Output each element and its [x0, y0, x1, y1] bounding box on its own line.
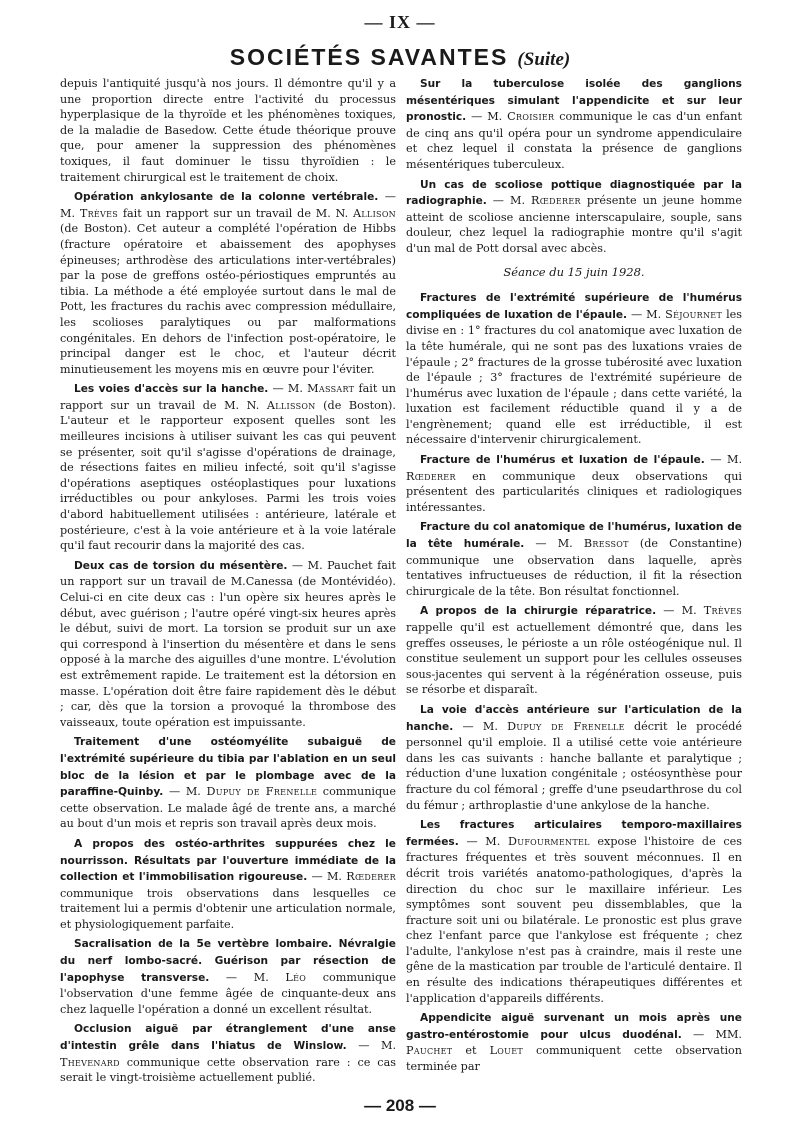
paragraph: Les fractures articulaires temporo-maxillaires fermées. — M. Dufourmentel expose l'histoire de ces fractures fréquentes et très souvent méconnues. Il en décrit trois variétés anatomo-pathologiques, d'après la direction du choc sur le maxillaire inférieur. Les symptômes sont souvent peu dissemblables, que la fracture soit uni ou bilatérale. Le pronostic est plus grave chez l'enfant parce que l'ankylose est fréquente ; chez l'adulte, l'ankylose n'est pas à craindre, mais il reste une gêne de la mastication par trouble de l'articulé dentaire. Il en résulte des indications thérapeutiques différentes et l'application d'appareils différents. [406, 819, 742, 1005]
paragraph: Fracture du col anatomique de l'humérus, luxation de la tête humérale. — M. Bressot (de Constantine) communique une observation dans laquelle, après tentatives infructueuses de réduction, il fit la résection chirurgicale de la tête. Bon résultat fonctionnel. [406, 521, 742, 598]
author-name: Rœderer [346, 870, 396, 884]
author-name: Dupuy de Frenelle [206, 785, 318, 799]
paragraph: Appendicite aiguë survenant un mois après une gastro-entérostomie pour ulcus duodénal. — MM. Pauchet et Louet communiquent cette observation terminée par [406, 1012, 742, 1074]
paragraph-heading: Fracture du col anatomique de l'humérus, luxation de la tête humérale. [406, 521, 742, 551]
paragraph: depuis l'antiquité jusqu'à nos jours. Il démontre qu'il y a une proportion directe entre l'activité du processus hyperplasique de la thyroïde et les phénomènes toxiques, de la maladie de Basedow. Cette étude théorique prouve que, pour amener la suppression des phénomènes toxiques, il faut dominuer le tissu thyroïdien : le traitement chirurgical est le traitement de choix. [60, 77, 396, 184]
author-name: Rœderer [406, 469, 456, 483]
paragraph-heading: Occlusion aiguë par étranglement d'une anse d'intestin grêle dans l'hiatus de Winslow. [60, 1023, 396, 1053]
paragraph-heading: Appendicite aiguë survenant un mois après une gastro-entérostomie pour ulcus duodénal. [406, 1012, 742, 1041]
paragraph-heading: La voie d'accès antérieure sur l'articulation de la hanche. [406, 703, 742, 733]
author-name: Thevenard [60, 1055, 120, 1069]
author-name: Croisier [507, 110, 555, 124]
section-title-suite: (Suite) [517, 49, 571, 70]
author-name: Dupuy de Frenelle [507, 719, 625, 733]
paragraph-heading: Traitement d'une ostéomyélite subaiguë de l'extrémité supérieure du tibia par l'ablation en un seul bloc de la lésion et par le plombage avec de la paraffine-Quinby. [60, 736, 396, 799]
right-column [406, 76, 742, 1090]
paragraph: La voie d'accès antérieure sur l'articulation de la hanche. — M. Dupuy de Frenelle décrit le procédé personnel qu'il emploie. Il a utilisé cette voie antérieure dans les cas suivants : hanche ballante et paralytique ; réduction d'une luxation congénitale ; ostéosynthèse pour fracture du col fémoral ; greffe d'une pseudarthrose du col du fémur ; arthroplastie d'une ankylose de la hanche. [406, 703, 742, 812]
paragraph: Opération ankylosante de la colonne vertébrale. — M. Trèves fait un rapport sur un travail de M. N. Allison (de Boston). Cet auteur a complété l'opération de Hibbs (fracture opératoire et abaissement des apophyses épineuses; arthrodèse des articulations inter-vertébrales) par la pose de greffons ostéo-périostiques empruntés au tibia. La méthode a été employée surtout dans le mal de Pott, les fractures du rachis avec compression médullaire, les scolioses paralytiques ou par malformations congénitales. En dehors de l'infection post-opératoire, le principal danger est le choc, et l'auteur décrit minutieusement les moyens mis en œuvre pour l'éviter. [60, 190, 396, 376]
author-name: Bressot [583, 537, 629, 551]
section-title [0, 44, 800, 71]
paragraph-heading: Les voies d'accès sur la hanche. [74, 383, 269, 396]
paragraph: A propos des ostéo-arthrites suppurées chez le nourrisson. Résultats par l'ouverture immédiate de la collection et l'immobilisation rigoureuse. — M. Rœderer communique trois observations dans lesquelles ce traitement lui a permis d'obtenir une articulation normale, et physiologiquement parfaite. [60, 837, 396, 931]
paragraph-heading: Sur la tuberculose isolée des ganglions mésentériques simulant l'appendicite et sur leur pronostic. [406, 78, 742, 124]
page-number: — 208 — [364, 1096, 436, 1115]
paragraph: Sur la tuberculose isolée des ganglions mésentériques simulant l'appendicite et sur leur pronostic. — M. Croisier communique le cas d'un enfant de cinq ans qu'il opéra pour un syndrome appendiculaire et chez lequel il constata la présence de ganglions mésentériques tuberculeux. [406, 78, 742, 171]
paragraph-heading: Fracture de l'humérus et luxation de l'épaule. [420, 454, 705, 467]
paragraph: Fracture de l'humérus et luxation de l'épaule. — M. Rœderer en communique deux observations qui présentent des particularités cliniques et radiologiques intéressantes. [406, 453, 742, 514]
paragraph: Traitement d'une ostéomyélite subaiguë de l'extrémité supérieure du tibia par l'ablation en un seul bloc de la lésion et par le plombage avec de la paraffine-Quinby. — M. Dupuy de Frenelle communique cette observation. Le malade âgé de trente ans, a marché au bout d'un mois et repris son travail après deux mois. [60, 736, 396, 831]
author-name: Rœderer [531, 194, 581, 208]
author-name: Séjournet [665, 307, 723, 321]
left-column [60, 76, 396, 1090]
paragraph-heading: A propos des ostéo-arthrites suppurées chez le nourrisson. Résultats par l'ouverture immédiate de la collection et l'immobilisation rigoureuse. [60, 837, 396, 884]
author-name: Allisson [266, 398, 316, 412]
section-title-main: SOCIÉTÉS SAVANTES [229, 44, 509, 70]
paragraph: Les voies d'accès sur la hanche. — M. Massart fait un rapport sur un travail de M. N. Allisson (de Boston). L'auteur et le rapporteur exposent quelles sont les meilleures incisions à utiliser suivant les cas qui peuvent se présenter, soit qu'il s'agisse d'opérations de drainage, de résections faites en milieu infecté, soit qu'il s'agisse d'opérations aseptiques ostéoplastiques pour luxations irréductibles ou pour ankyloses. Parmi les trois voies d'abord habituellement utilisées : antérieure, latérale et postérieure, c'est à la voie antérieure et à la voie latérale qu'il faut recourir dans la majorité des cas. [60, 382, 396, 553]
author-name: Trèves [703, 604, 742, 618]
paragraph: Fractures de l'extrémité supérieure de l'humérus compliquées de luxation de l'épaule. — M. Séjournet les divise en : 1° fractures du col anatomique avec luxation de la tête humérale, qui ne sont pas des luxations vraies de l'épaule ; 2° fractures de la grosse tubérosité avec luxation de l'épaule ; 3° fractures de l'extrémité supérieure de l'humérus avec luxation de l'épaule ; dans cette variété, la luxation est facilement réductible quand il y a de l'engrènement; quand elle est irréductible, il est nécessaire d'intervenir chirurgicalement. [406, 292, 742, 447]
author-name: Massart [307, 382, 355, 396]
paragraph-heading: Fractures de l'extrémité supérieure de l'humérus compliquées de luxation de l'épaule. [406, 292, 742, 321]
author-name: Dufourmentel [508, 834, 590, 848]
paragraph-heading: Deux cas de torsion du mésentère. [74, 559, 288, 572]
paragraph-heading: Sacralisation de la 5e vertèbre lombaire. Névralgie du nerf lombo-sacré. Guérison par résection de l'apophyse transverse. [60, 938, 396, 984]
session-date: Séance du 15 juin 1928. [503, 264, 645, 279]
author-name: Léo [285, 970, 307, 984]
paragraph-heading: Opération ankylosante de la colonne vertébrale. [74, 191, 379, 204]
roman-page-number: — IX — [364, 12, 436, 32]
author-name: Allison [352, 206, 396, 220]
paragraph-heading: A propos de la chirurgie réparatrice. [420, 605, 657, 618]
author-name: Pauchet [406, 1044, 453, 1058]
paragraph: Deux cas de torsion du mésentère. — M. Pauchet fait un rapport sur un travail de M.Canessa (de Montévidéo). Celui-ci en cite deux cas : l'un opère six heures après le début, avec guérison ; l'autre opéré vingt-six heures après le début, suivi de mort. La torsion se produit sur un axe qui correspond à l'insertion du mésentère et dans le sens opposé à la marche des aiguilles d'une montre. L'évolution est extrêmement rapide. Le traitement est la détorsion en masse. L'opération doit être faire rapidement dès le début ; car, dès que la torsion a provoqué la thrombose des vaisseaux, toute opération est impuissante. [60, 558, 396, 729]
author-name: Louet [489, 1044, 523, 1058]
paragraph-heading: Un cas de scoliose pottique diagnostiquée par la radiographie. [406, 178, 742, 208]
paragraph-heading: Les fractures articulaires temporo-maxillaires fermées. [406, 819, 742, 848]
paragraph: A propos de la chirurgie réparatrice. — M. Trèves rappelle qu'il est actuellement démontré que, dans les greffes osseuses, le périoste a un rôle ostéogénique nul. Il constitue seulement un support pour les cellules osseuses sous-jacentes qui servent à la régénération osseuse, puis se résorbe et disparaît. [406, 604, 742, 697]
paragraph: Un cas de scoliose pottique diagnostiquée par la radiographie. — M. Rœderer présente un jeune homme atteint de scoliose ancienne interscapulaire, souple, sans douleur, chez lequel la radiographie montre qu'il s'agit d'un mal de Pott dorsal avec abcès. [406, 178, 742, 255]
paragraph: Occlusion aiguë par étranglement d'une anse d'intestin grêle dans l'hiatus de Winslow. — M. Thevenard communique cette observation rare : ce cas serait le vingt-troisième actuellement publié. [60, 1023, 396, 1085]
author-name: Trèves [79, 206, 119, 220]
paragraph: Sacralisation de la 5e vertèbre lombaire. Névralgie du nerf lombo-sacré. Guérison par résection de l'apophyse transverse. — M. Léo communique l'observation d'une femme âgée de cinquante-deux ans chez laquelle l'opération a donné un excellent résultat. [60, 938, 396, 1016]
